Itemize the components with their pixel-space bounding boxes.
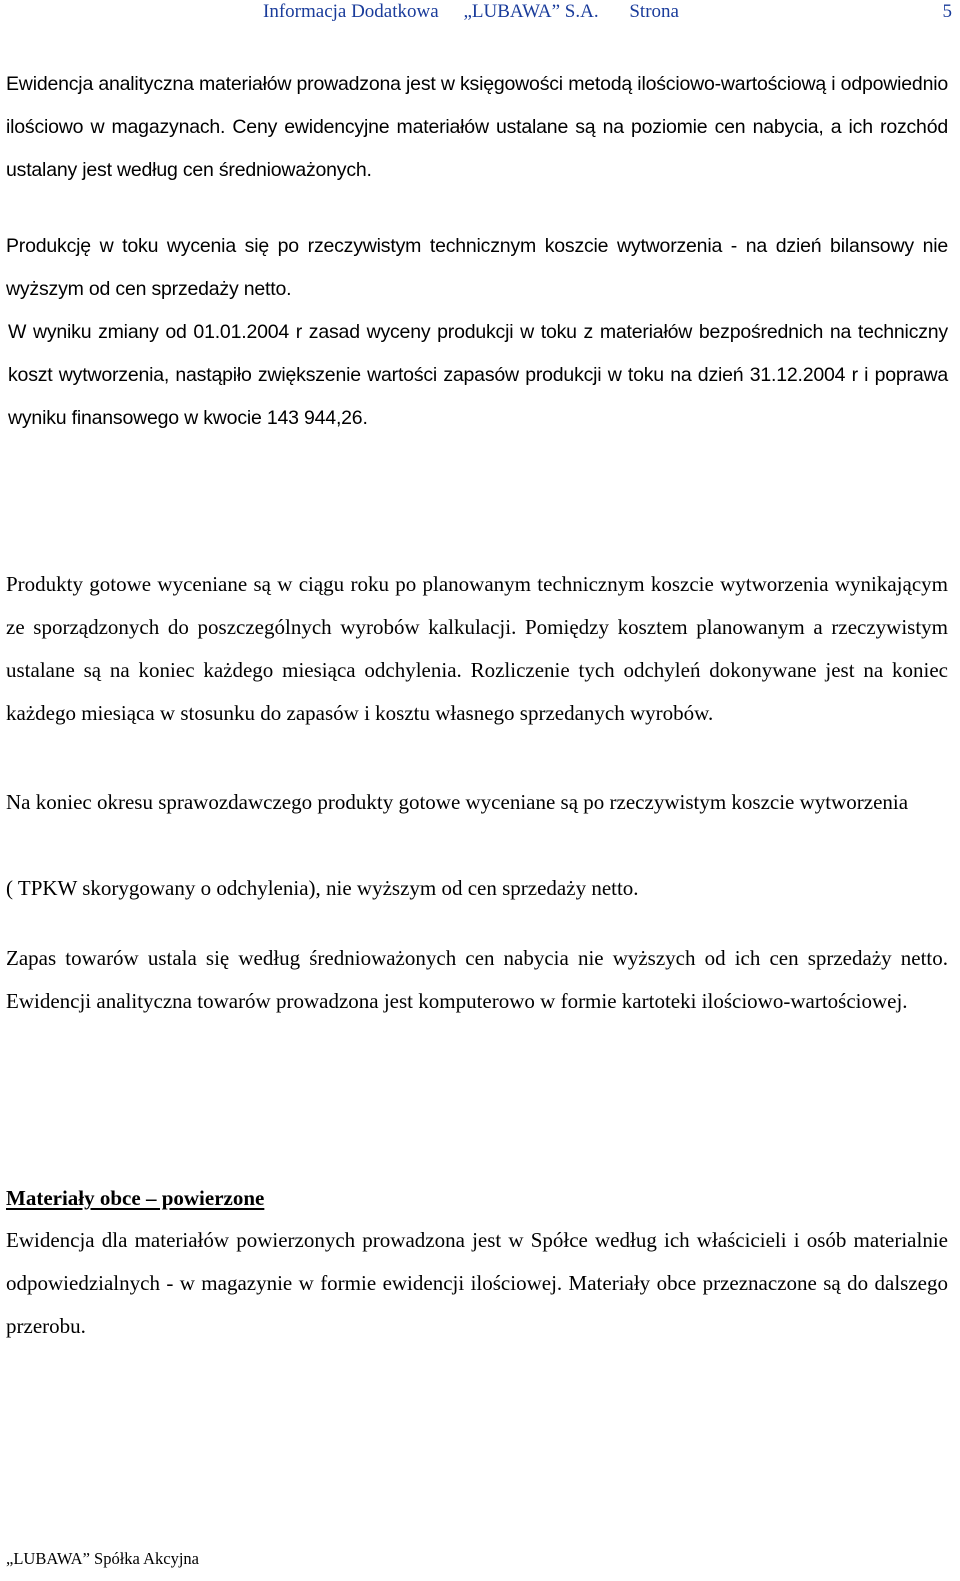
section-heading-text: Materiały obce – powierzone: [6, 1186, 265, 1210]
header-title: Informacja Dodatkowa: [263, 1, 439, 22]
paragraph-valuation-change: W wyniku zmiany od 01.01.2004 r zasad wyceny produkcji w toku z materiałów bezpośrednich na techniczny koszt wytworzenia, nastąpiło zwiększenie wartości zapasów produkcji w toku na dzień 31.12.2004 r i poprawa wyniku finansowego w kwocie 143 944,26.: [8, 321, 948, 429]
page-header: [263, 0, 952, 24]
paragraph-tpkw-note: ( TPKW skorygowany o odchylenia), nie wyższym od cen sprzedaży netto.: [6, 876, 639, 900]
paragraph-period-end-valuation: Na koniec okresu sprawozdawczego produkty gotowe wyceniane są po rzeczywistym koszcie wytworzenia: [6, 790, 909, 814]
header-page-label: Strona: [629, 1, 679, 22]
paragraph-finished-products: Produkty gotowe wyceniane są w ciągu roku po planowanym technicznym koszcie wytworzenia wynikającym ze sporządzonych do poszczególnych wyrobów kalkulacji. Pomiędzy kosztem planowanym a rzeczywistym ustalane są na koniec każdego miesiąca odchylenia. Rozliczenie tych odchyleń dokonywane jest na koniec każdego miesiąca w stosunku do zapasów i kosztu własnego sprzedanych wyrobów.: [6, 572, 948, 725]
header-left: [263, 0, 679, 24]
header-company: „LUBAWA” S.A.: [463, 1, 599, 22]
paragraph-work-in-progress: Produkcję w toku wycenia się po rzeczywistym technicznym koszcie wytworzenia - na dzień bilansowy nie wyższym od cen sprzedaży netto.: [6, 235, 948, 300]
section-heading-foreign-materials: [6, 1183, 264, 1213]
page-footer: „LUBAWA” Spółka Akcyjna: [6, 1549, 199, 1568]
paragraph-goods-inventory: Zapas towarów ustala się według średnioważonych cen nabycia nie wyższych od ich cen sprzedaży netto. Ewidencji analityczna towarów prowadzona jest komputerowo w formie kartoteki ilościowo-wartościowej.: [6, 946, 948, 1013]
header-page-number: 5: [942, 1, 952, 22]
paragraph-materials-records: Ewidencja analityczna materiałów prowadzona jest w księgowości metodą ilościowo-wartościową i odpowiednio ilościowo w magazynach. Ceny ewidencyjne materiałów ustalane są na poziomie cen nabycia, a ich rozchód ustalany jest według cen średnioważonych.: [6, 73, 948, 181]
paragraph-entrusted-materials: Ewidencja dla materiałów powierzonych prowadzona jest w Spółce według ich właścicieli i osób materialnie odpowiedzialnych - w magazynie w formie ewidencji ilościowej. Materiały obce przeznaczone są do dalszego przerobu.: [6, 1228, 948, 1338]
